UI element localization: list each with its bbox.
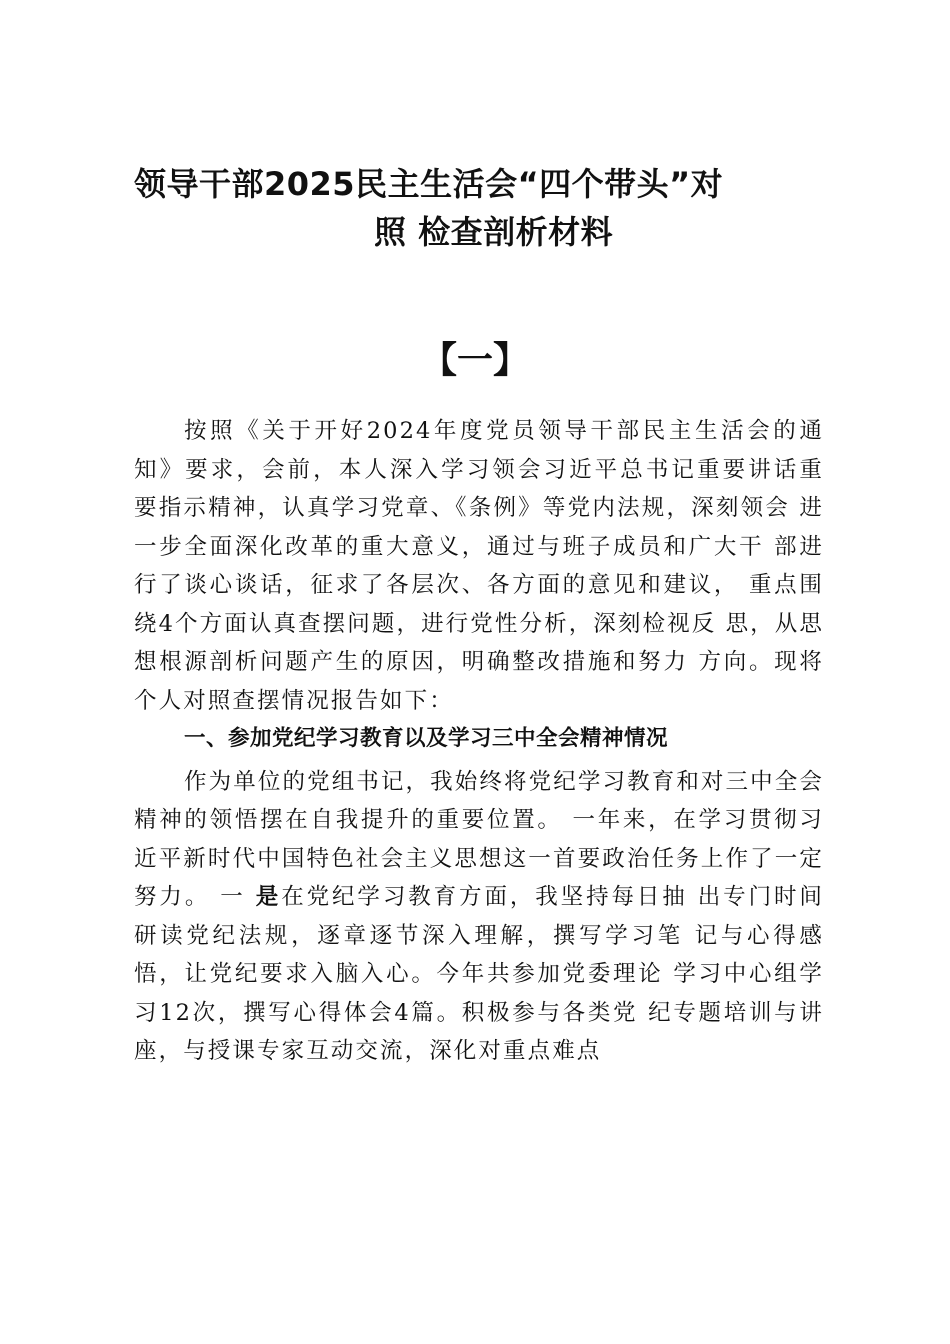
section-marker: 【一】 <box>420 340 529 381</box>
paragraph-text-part-2: 在党纪学习教育方面，我坚持每日抽 出专门时间研读党纪法规，逐章逐节深入理解，撰写学习笔 记与心得感悟，让党纪要求入脑入心。今年共参加党委理论 学习中心组学习12次，撰写心得体会4篇。积极参与各类党 纪专题培训与讲座，与授课专家互动交流，深化对重点难点 <box>134 884 825 1064</box>
paragraph-emphasis: 是 <box>255 884 282 910</box>
title-line-1: 领导干部2025民主生活会“四个带头”对 <box>134 165 724 203</box>
section-1-paragraph <box>134 763 824 1071</box>
section-heading-1: 一、参加党纪学习教育以及学习三中全会精神情况 <box>184 726 669 751</box>
document-title <box>120 160 820 256</box>
intro-paragraph: 按照《关于开好2024年度党员领导干部民主生活会的通 知》要求，会前，本人深入学习领会习近平总书记重要讲话重 要指示精神，认真学习党章、《条例》等党内法规，深刻领会 进一步全面深化改革的重大意义，通过与班子成员和广大干 部进行了谈心谈话，征求了各层次、各方面的意见和建议， 重点围绕4个方面认真查摆问题，进行党性分析，深刻检视反 思，从思想根源剖析问题产生的原因，明确整改措施和努力 方向。现将个人对照查摆情况报告如下： <box>134 418 824 714</box>
paragraph-text-part-1: 作为单位的党组书记，我始终将党纪学习教育和对三中全会精神的领悟摆在自我提升的重要位置。 一年来，在学习贯彻习近平新时代中国特色社会主义思想这一首要政治任务上作了一定努力。 一 <box>134 768 824 910</box>
document-body <box>134 412 824 1071</box>
title-line-2: 照 检查剖析材料 <box>374 213 614 251</box>
